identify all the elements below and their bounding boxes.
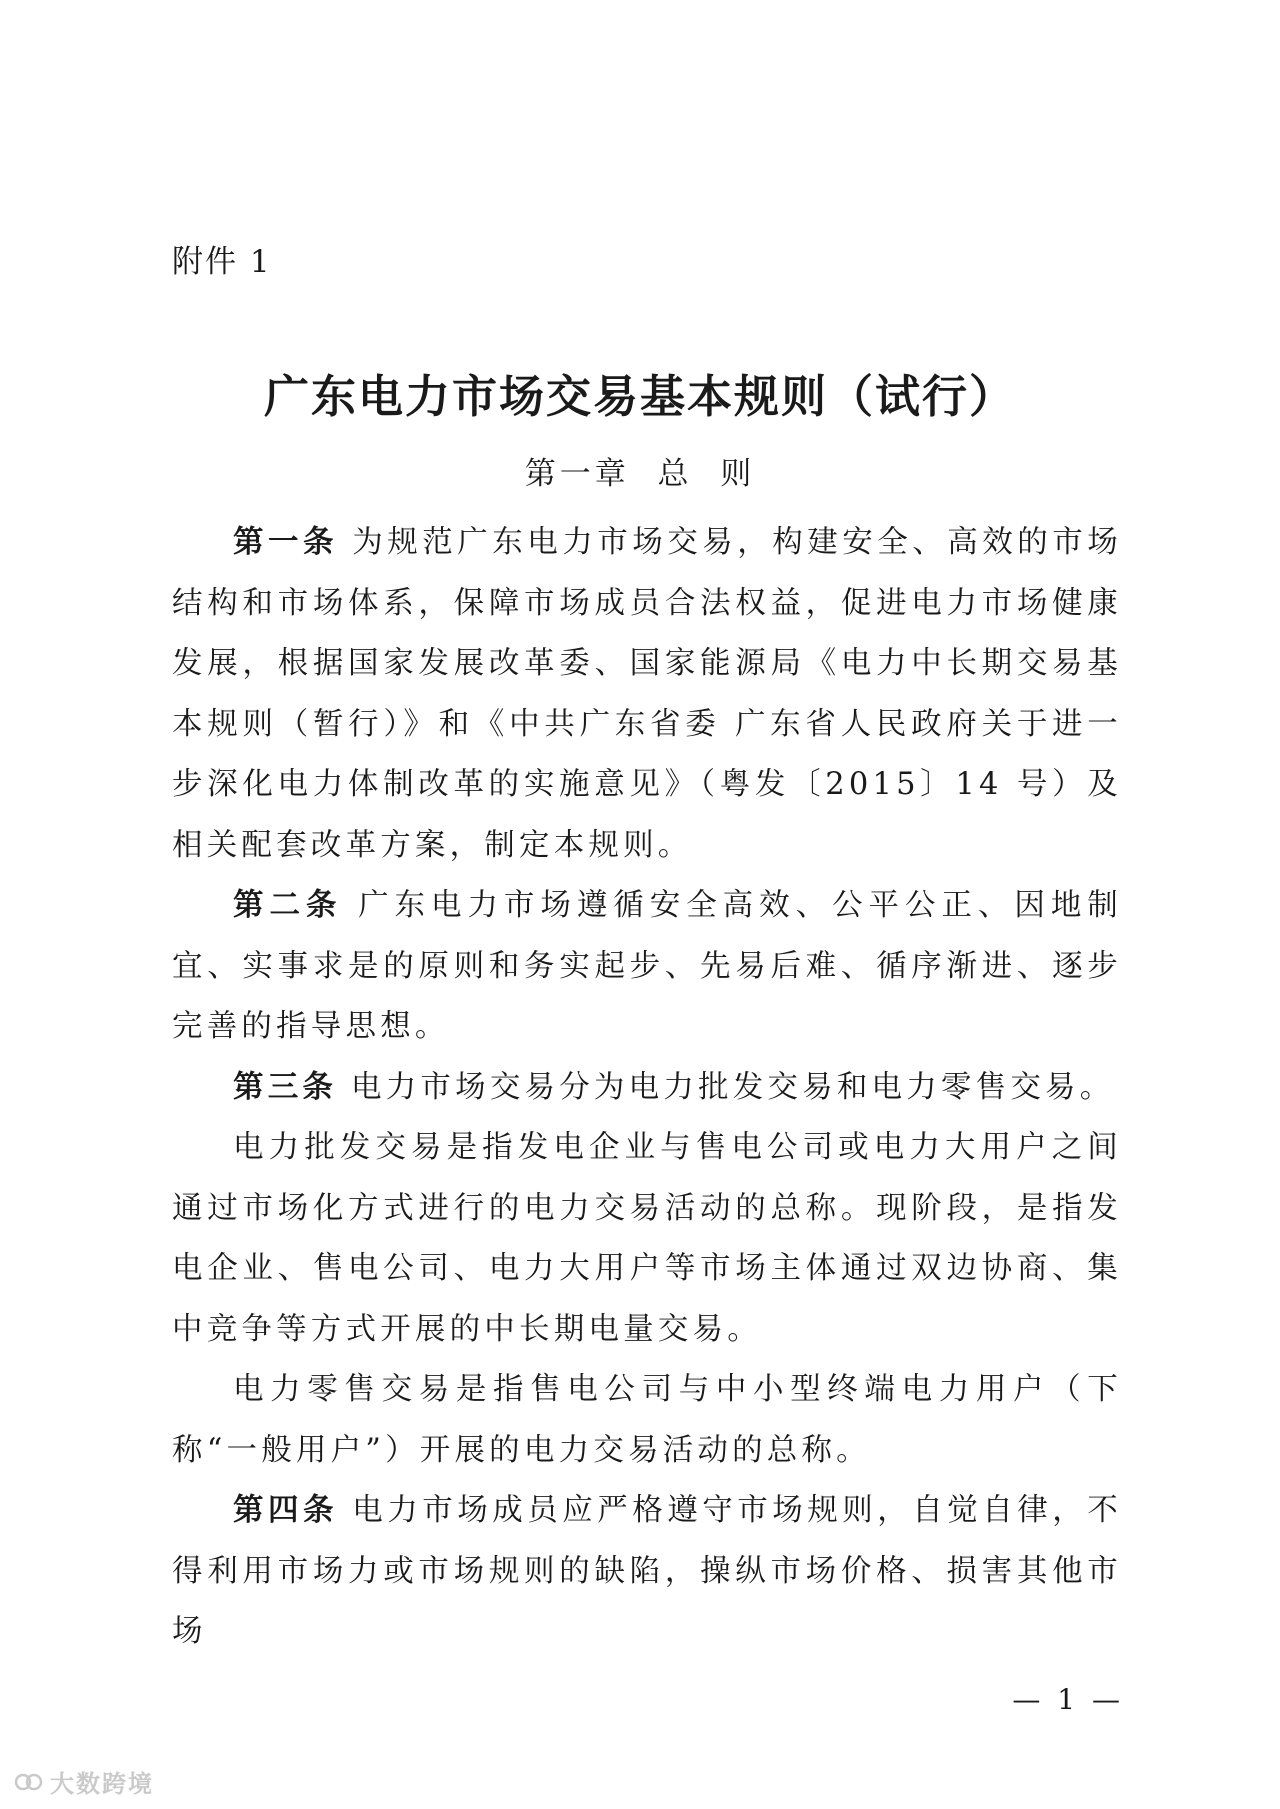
article-3 [172, 1058, 1122, 1119]
page-number: — 1 — [1012, 1683, 1124, 1716]
article-3-label: 第三条 [233, 1069, 338, 1105]
document-title: 广东电力市场交易基本规则（试行） [263, 370, 1016, 423]
article-2-label: 第二条 [233, 888, 343, 923]
article-4-label: 第四条 [233, 1493, 339, 1528]
chapter-heading: 第一章 总 则 [524, 456, 756, 492]
attachment-label: 附件 1 [172, 244, 272, 280]
document-body [172, 513, 1122, 1663]
article-1-text: 为规范广东电力市场交易，构建安全、高效的市场结构和市场体系，保障市场成员合法权益，促进电力市场健康发展，根据国家发展改革委、国家能源局《电力中长期交易基本规则（暂行）》和《中共广东省委 广东省人民政府关于进一步深化电力体制改革的实施意见》（粤发〔2015〕14 号）及相关配套改革方案，制定本规则。 [172, 525, 1122, 863]
article-2 [172, 876, 1122, 1058]
watermark-logo-icon [14, 1769, 44, 1795]
article-4-text: 电力市场成员应严格遵守市场规则，自觉自律，不得利用市场力或市场规则的缺陷，操纵市场价格、损害其他市场 [172, 1493, 1122, 1649]
article-3-text: 电力市场交易分为电力批发交易和电力零售交易。 [351, 1069, 1115, 1105]
article-4 [172, 1481, 1122, 1663]
article-1-label: 第一条 [233, 525, 339, 560]
watermark [14, 1764, 154, 1799]
watermark-text: 大数跨境 [50, 1770, 154, 1798]
article-3-paragraph-1: 电力批发交易是指发电企业与售电公司或电力大用户之间通过市场化方式进行的电力交易活动的总称。现阶段，是指发电企业、售电公司、电力大用户等市场主体通过双边协商、集中竞争等方式开展的中长期电量交易。 [172, 1130, 1122, 1347]
article-1 [172, 513, 1122, 876]
article-2-text: 广东电力市场遵循安全高效、公平公正、因地制宜、实事求是的原则和务实起步、先易后难、循序渐进、逐步完善的指导思想。 [172, 888, 1122, 1044]
article-3-paragraph-2: 电力零售交易是指售电公司与中小型终端电力用户（下称“一般用户”）开展的电力交易活动的总称。 [172, 1372, 1122, 1468]
